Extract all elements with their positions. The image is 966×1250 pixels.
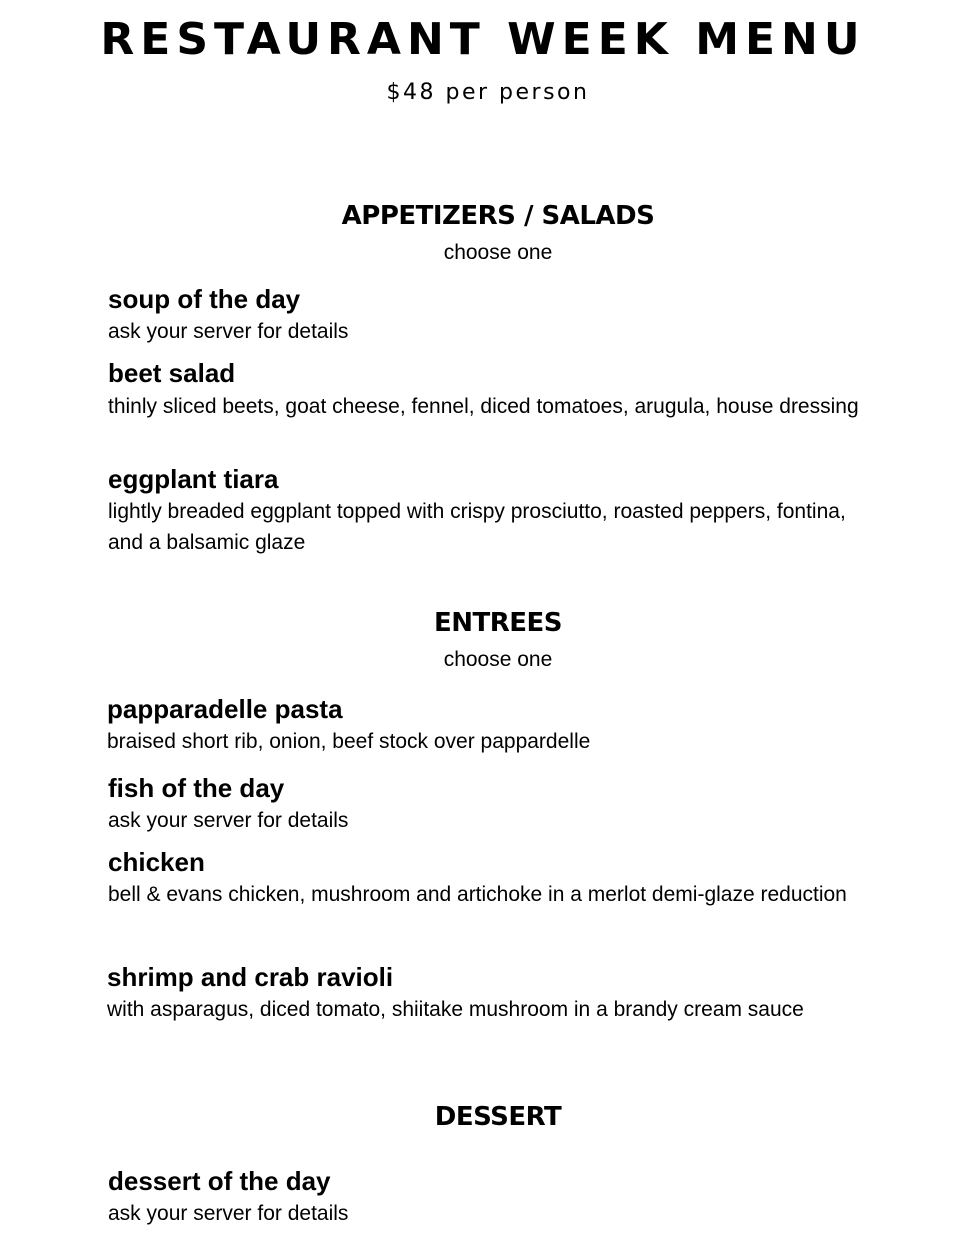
item-desc-soup-of-the-day: ask your server for details [108,320,349,343]
item-name-chicken: chicken [108,847,205,877]
item-desc-beet-salad: thinly sliced beets, goat cheese, fennel, diced tomatoes, arugula, house dressing [108,395,859,418]
item-desc-eggplant-tiara: lightly breaded eggplant topped with crispy prosciutto, roasted peppers, fontina, and a balsamic glaze [108,500,846,554]
section-title-entrees: ENTREES [433,608,563,638]
menu-title: RESTAURANT WEEK MENU [100,14,866,65]
item-desc-shrimp-and-crab-ravioli: with asparagus, diced tomato, shiitake mushroom in a brandy cream sauce [107,998,804,1021]
item-name-dessert-of-the-day: dessert of the day [108,1166,331,1196]
item-desc-dessert-of-the-day: ask your server for details [108,1202,349,1225]
item-name-beet-salad: beet salad [108,358,236,388]
item-name-eggplant-tiara: eggplant tiara [108,464,279,494]
item-desc-fish-of-the-day: ask your server for details [108,809,349,832]
item-desc-chicken: bell & evans chicken, mushroom and artichoke in a merlot demi-glaze reduction [108,883,847,906]
item-name-fish-of-the-day: fish of the day [108,773,285,803]
section-subtitle-appetizers: choose one [443,241,553,264]
item-name-papparadelle-pasta: papparadelle pasta [107,694,343,724]
section-subtitle-entrees: choose one [443,648,553,671]
price-per-person: $48 per person [386,80,590,105]
item-desc-papparadelle-pasta: braised short rib, onion, beef stock over pappardelle [107,730,591,753]
section-title-dessert: DESSERT [434,1102,562,1132]
section-title-appetizers: APPETIZERS / SALADS [341,201,655,231]
item-name-soup-of-the-day: soup of the day [108,284,301,314]
item-name-shrimp-and-crab-ravioli: shrimp and crab ravioli [107,962,394,992]
